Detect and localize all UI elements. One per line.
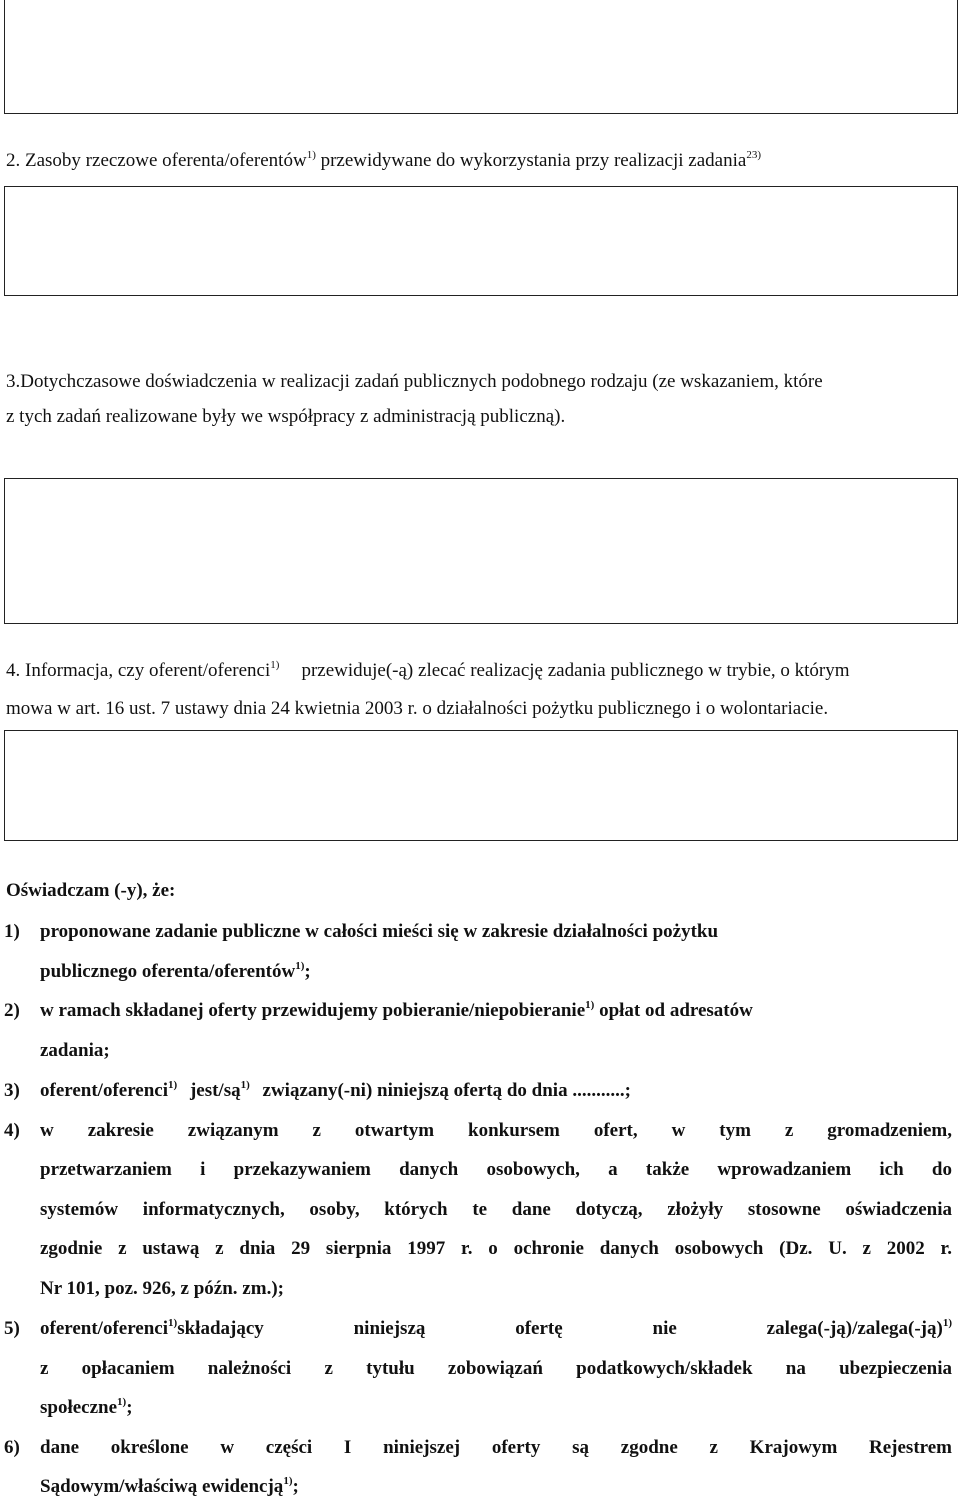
declaration-item-2-line2: zadania;	[40, 1040, 110, 1061]
declaration-item-4-line3: systemów informatycznych, osoby, których te dane dotyczą, złożyły stosowne oświadczenia	[40, 1199, 952, 1220]
section2-heading: 2. Zasoby rzeczowe oferenta/oferentów$^{1)}$ przewidywane do wykorzystania przy realizacji zadania$^{23)}$	[6, 149, 761, 171]
section4-line1: 4. Informacja, czy oferent/oferenci$^{1)}$ przewiduje(-ą) zlecać realizację zadania publicznego w trybie, o którym	[6, 659, 850, 681]
declaration-item-1-line2: publicznego oferenta/oferentów$^{1)}$;	[40, 960, 311, 982]
text-box-section4[interactable]	[4, 730, 958, 841]
declaration-item-6-line2: Sądowym/właściwą ewidencją$^{1)}$;	[40, 1475, 299, 1497]
declaration-item-4-line4: zgodnie z ustawą z dnia 29 sierpnia 1997 r. o ochronie danych osobowych (Dz. U. z 2002 r.	[40, 1238, 952, 1259]
section3-line2: z tych zadań realizowane były we współpracy z administracją publiczną).	[6, 406, 566, 427]
declaration-item-4-line2: przetwarzaniem i przekazywaniem danych osobowych, a także wprowadzaniem ich do	[40, 1159, 952, 1180]
declaration-item-6-line1: dane określone w części I niniejszej oferty są zgodne z Krajowym Rejestrem	[40, 1437, 952, 1458]
text-box-section3[interactable]	[4, 478, 958, 624]
section3-line1: 3.Dotychczasowe doświadczenia w realizacji zadań publicznych podobnego rodzaju (ze wskazaniem, które	[6, 371, 823, 392]
declaration-item-4-line1: w zakresie związanym z otwartym konkursem ofert, w tym z gromadzeniem,	[40, 1120, 952, 1141]
declaration-item-5-line3: społeczne$^{1)}$;	[40, 1396, 133, 1418]
declaration-item-5-line1: oferent/oferenci$^{1)}$składający niniejszą ofertę nie zalega(-ją)/zalega(-ją)$^{1)}$	[40, 1317, 952, 1339]
text-box-section1[interactable]	[4, 0, 958, 114]
section4-line2: mowa w art. 16 ust. 7 ustawy dnia 24 kwietnia 2003 r. o działalności pożytku publicznego i o wolontariacie.	[6, 698, 829, 719]
declaration-item-5-line2: z opłacaniem należności z tytułu zobowiązań podatkowych/składek na ubezpieczenia	[40, 1358, 952, 1379]
text-box-section2[interactable]	[4, 186, 958, 296]
declaration-heading: Oświadczam (-y), że:	[6, 880, 176, 901]
declaration-item-4-line5: Nr 101, poz. 926, z późn. zm.);	[40, 1278, 284, 1299]
